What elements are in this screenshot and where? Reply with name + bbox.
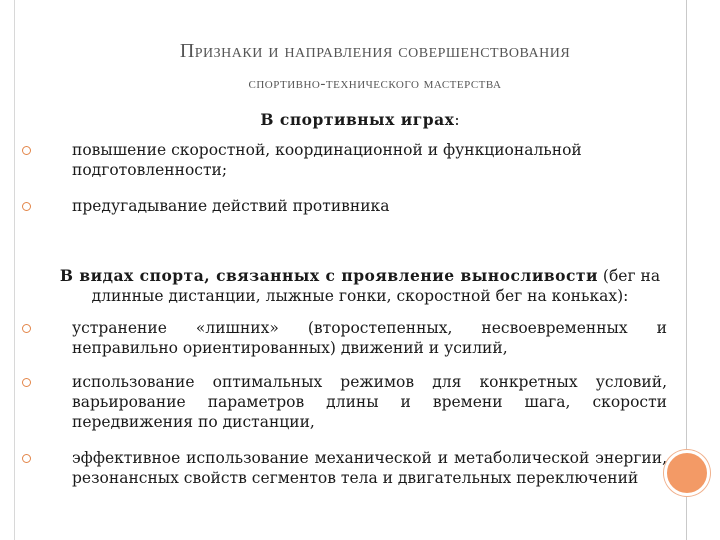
section-heading-endurance-bold: В видах спорта, связанных с проявление выносливости <box>59 266 598 285</box>
list-item-text: предугадывание действий противника <box>72 197 390 215</box>
bullet-circle-icon <box>22 202 31 211</box>
list-item-text: эффективное использование механической и метаболической энергии, резонансных свойств сегментов тела и двигательных переключений <box>72 449 667 487</box>
list-item-text: повышение скоростной, координационной и функциональной подготовленности; <box>72 141 582 179</box>
section-heading-games-rest: : <box>454 111 460 129</box>
bullet-circle-icon <box>22 378 31 387</box>
left-border-line <box>14 0 15 540</box>
section-heading-games <box>30 110 690 130</box>
list-item-text: устранение «лишних» (второстепенных, несвоевременных и неправильно ориентированных) движений и усилий, <box>72 319 667 357</box>
section-heading-games-bold: В спортивных играх <box>260 110 455 129</box>
accent-circle-decoration <box>664 450 710 496</box>
list-item-text: использование оптимальных режимов для конкретных условий, варьирование параметров длины и времени шага, скорости передвижения по дистанции, <box>72 373 667 431</box>
bullet-circle-icon <box>22 324 31 333</box>
bullet-circle-icon <box>22 146 31 155</box>
title-line-1: Признаки и направления совершенствования <box>179 40 571 62</box>
section-heading-endurance-rest: (бег на длинные дистанции, лыжные гонки, скоростной бег на коньках): <box>91 267 661 305</box>
bullet-circle-icon <box>22 454 31 463</box>
title-line-2: спортивно-технического мастерства <box>248 76 502 92</box>
section-heading-endurance <box>30 266 690 306</box>
